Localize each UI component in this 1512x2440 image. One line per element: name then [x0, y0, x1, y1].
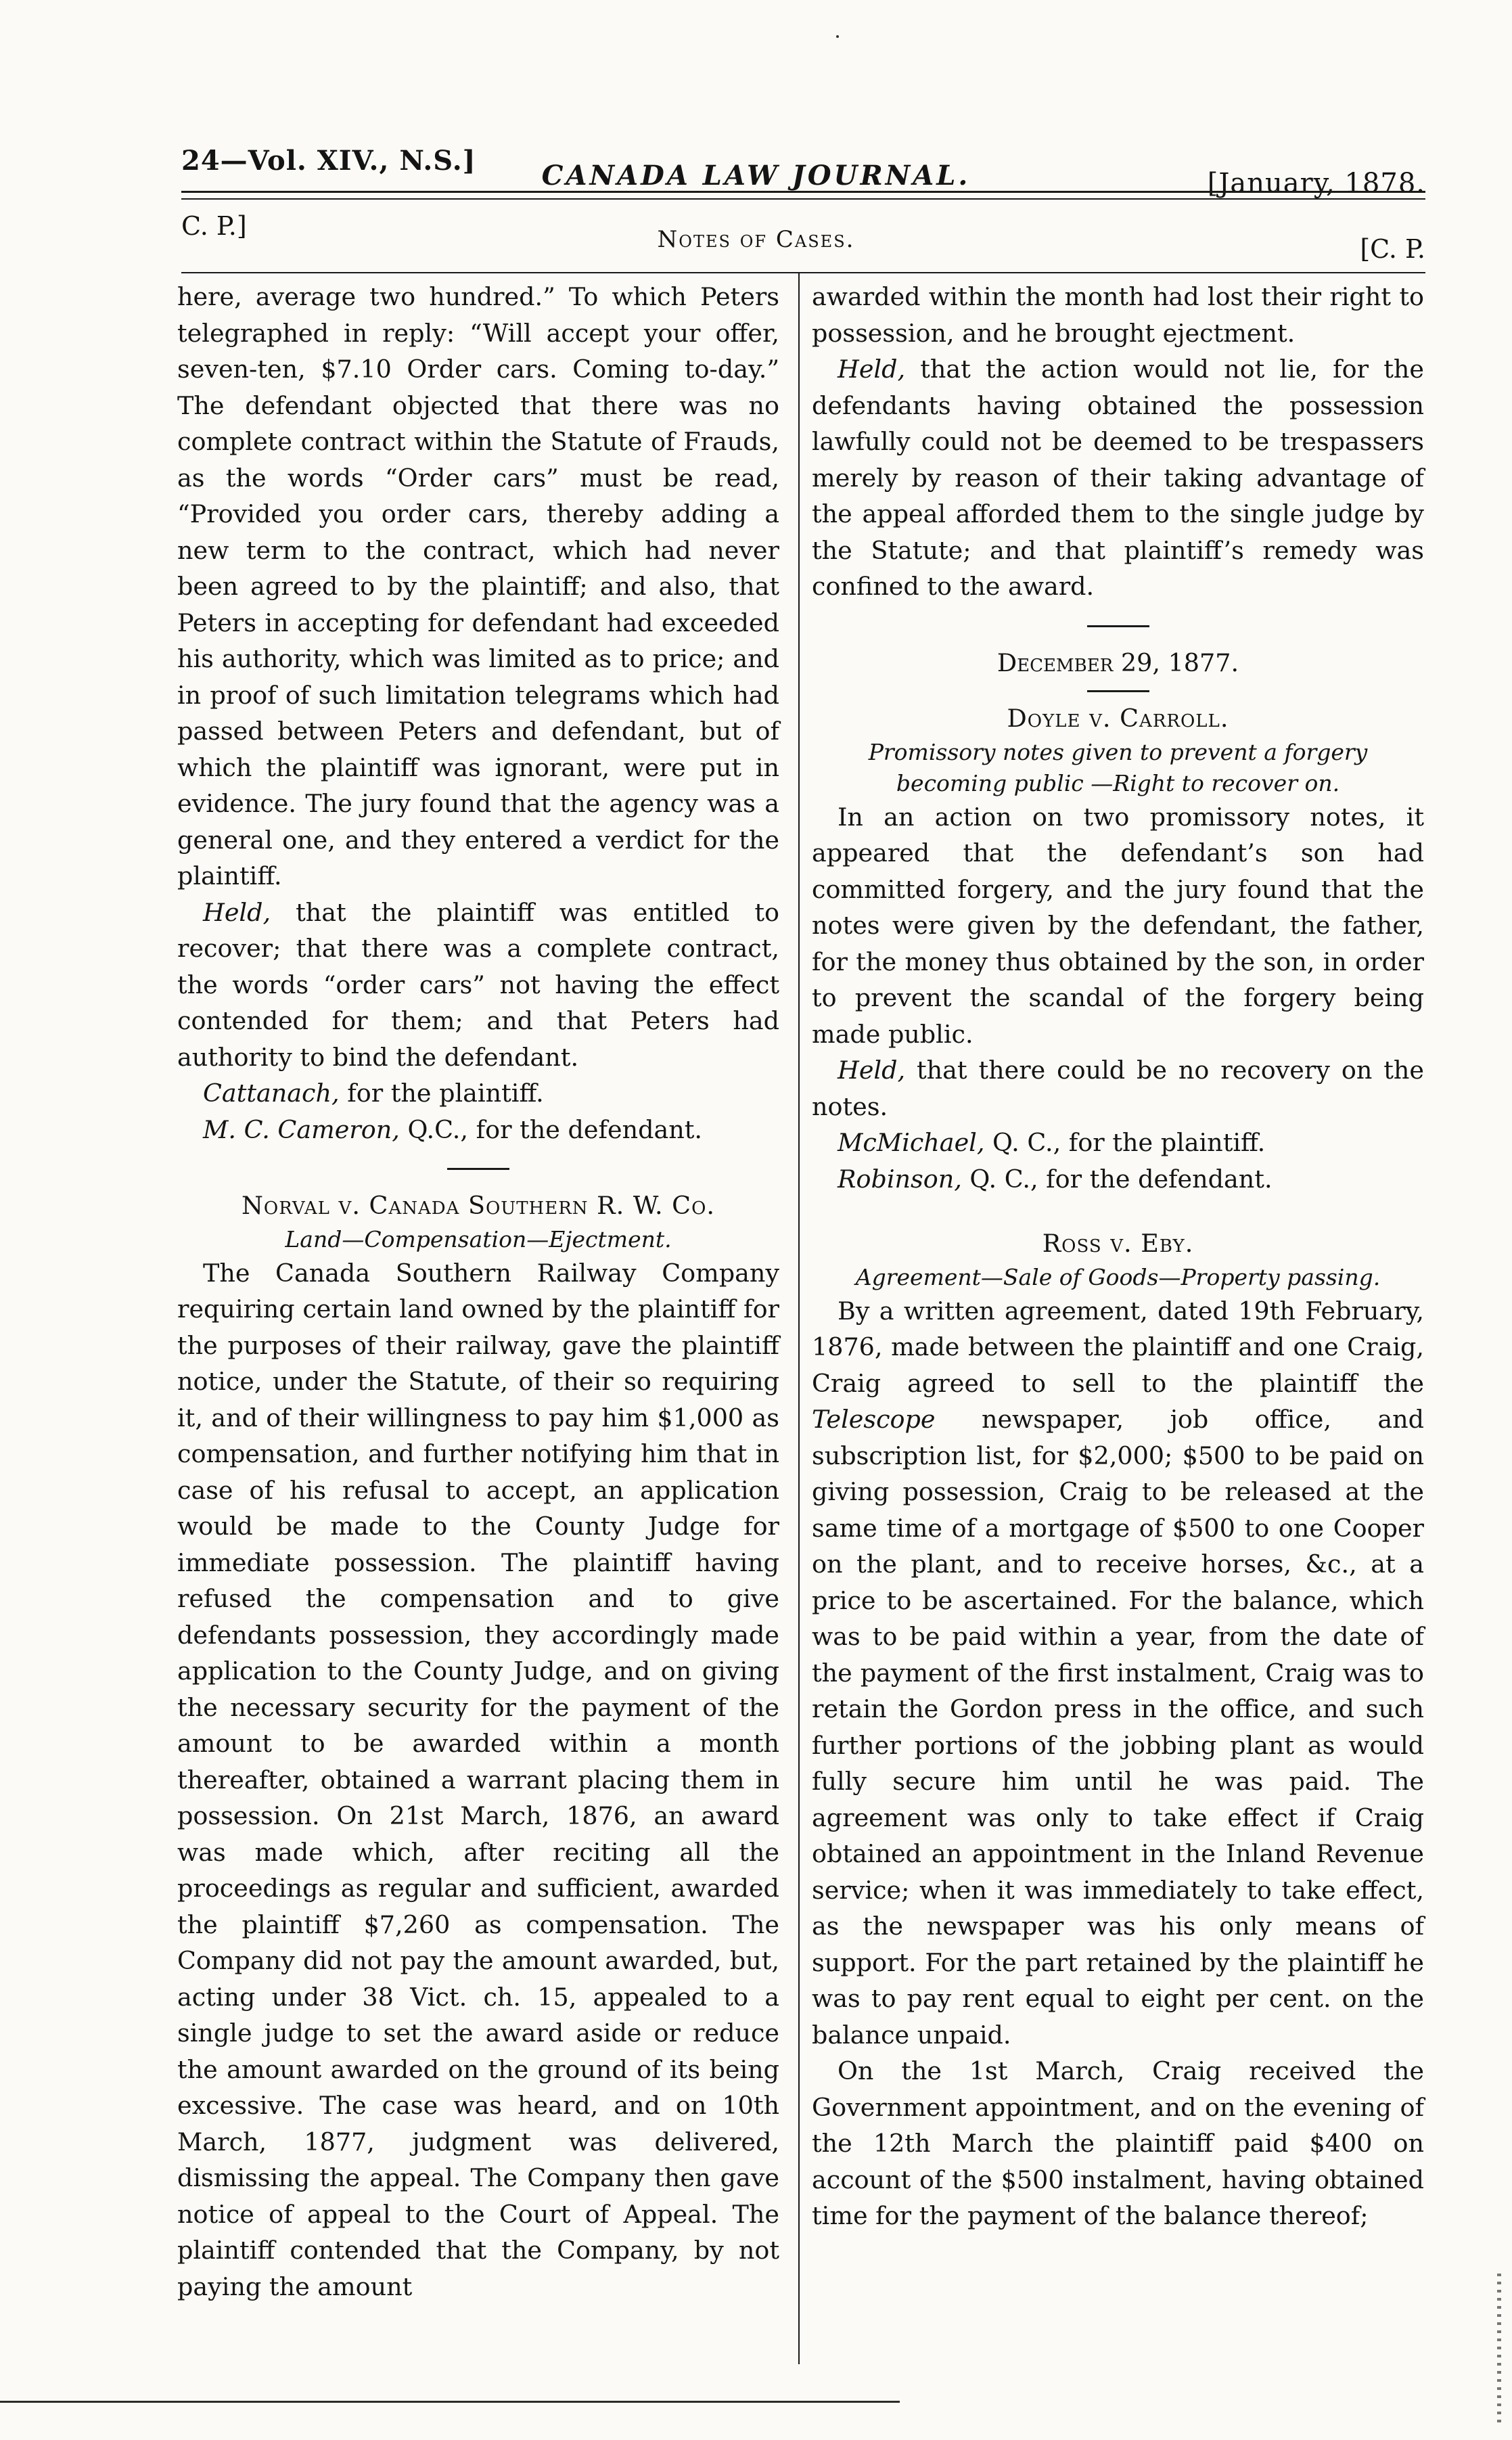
court-label-left: C. P.]: [181, 211, 247, 241]
counsel-name: Robinson,: [838, 1164, 962, 1194]
holding-paragraph: [812, 351, 1424, 605]
case-title: Norval v. Canada Southern R. W. Co.: [241, 1191, 716, 1220]
scan-speck: [836, 35, 839, 38]
counsel-line: McMichael, Q. C., for the plaintiff.: [838, 1128, 1266, 1157]
running-head-date: [January, 1878.: [1207, 168, 1425, 199]
spacer: [812, 1197, 1424, 1220]
counsel-line: M. C. Cameron, Q.C., for the defendant.: [203, 1114, 702, 1144]
date-separator: [1087, 690, 1149, 692]
section-separator: [1087, 625, 1149, 627]
holding-text: that the action would not lie, for the defendants having obtained the possession lawfully could not be deemed to be trespassers merely by reason of their taking advantage of the appeal afforded them to the single judge by the Statute; and that plaintiff’s remedy was confined to the award.: [812, 355, 1424, 601]
running-head-title: CANADA LAW JOURNAL.: [541, 160, 971, 191]
holding-text: that there could be no recovery on the notes.: [812, 1056, 1424, 1121]
case-headnote: Promissory notes given to prevent a forgery becoming public —Right to recover on.: [868, 738, 1368, 796]
paragraph: here, average two hundred.” To which Peters telegraphed in reply: “Will accept your offer, seven-ten, $7.10 Order cars. Coming to-day.” The defendant objected that there was no complete contract within the Statute of Frauds, as the words “Order cars” must be read, “Provided you order cars, thereby adding a new term to the contract, which had never been agreed to by the plaintiff; and also, that Peters in accepting for defendant had exceeded his authority, which was limited as to price; and in proof of such limitation telegrams which had passed between Peters and defendant, but of which the plaintiff was ignorant, were put in evidence. The jury found that the agency was a general one, and they entered a verdict for the plaintiff.: [177, 282, 779, 890]
right-column: [812, 279, 1424, 2234]
held-label: Held,: [838, 355, 906, 384]
newspaper-name: Telescope: [812, 1405, 936, 1434]
header-rule: [181, 191, 1425, 193]
date-heading: December 29, 1877.: [996, 648, 1239, 677]
counsel-line: Cattanach, for the plaintiff.: [203, 1079, 544, 1108]
held-label: Held,: [838, 1056, 906, 1085]
counsel-line: Robinson, Q. C., for the defendant.: [838, 1164, 1273, 1194]
scan-edge-marks: [1497, 2274, 1501, 2422]
subheader-rule: [181, 272, 1425, 273]
section-title: Notes of Cases.: [657, 226, 855, 253]
court-label-right: [C. P.: [1360, 234, 1425, 264]
holding-text: that the plaintiff was entitled to recover; that there was a complete contract, the words “order cars” not having the effect contended for them; and that Peters had authority to bind the defendant.: [177, 897, 779, 1072]
case-headnote: Agreement—Sale of Goods—Property passing.: [855, 1263, 1381, 1290]
running-head-volume: 24—Vol. XIV., N.S.]: [181, 145, 476, 177]
paragraph: In an action on two promissory notes, it appeared that the defendant’s son had committed forgery, and the jury found that the notes were given by the defendant, the father, for the money thus obtained by the son, in order to prevent the scandal of the forgery being made public.: [812, 802, 1424, 1049]
paragraph: On the 1st March, Craig received the Government appointment, and on the evening of the 12th March the plaintiff paid $400 on account of the $500 instalment, having obtained time for the payment of the balance thereof;: [812, 2056, 1424, 2230]
case-headnote: Land—Compensation—Ejectment.: [285, 1225, 672, 1252]
paragraph: awarded within the month had lost their right to possession, and he brought ejectment.: [812, 282, 1424, 348]
counsel-name: M. C. Cameron,: [203, 1114, 400, 1144]
scan-edge-line: [0, 2401, 900, 2403]
paragraph: The Canada Southern Railway Company requiring certain land owned by the plaintiff for the purposes of their railway, gave the plaintiff notice, under the Statute, of their so requiring it, and of their willingness to pay him $1,000 as compensation, and further notifying him that in case of his refusal to accept, an application would be made to the County Judge for immediate possession. The plaintiff having refused the compensation and to give defendants possession, they accordingly made application to the County Judge, and on giving the necessary security for the payment of the amount to be awarded within a month thereafter, obtained a warrant placing them in possession. On 21st March, 1876, an award was made which, after reciting all the proceedings as regular and sufficient, awarded the plaintiff $7,260 as compensation. The Company did not pay the amount awarded, but, acting under 38 Vict. ch. 15, appealed to a single judge to set the award aside or reduce the amount awarded on the ground of its being excessive. The case was heard, and on 10th March, 1877, judgment was delivered, dismissing the appeal. The Company then gave notice of appeal to the Court of Appeal. The plaintiff contended that the Company, by not paying the amount: [177, 1258, 779, 2301]
counsel-name: Cattanach,: [203, 1079, 340, 1108]
case-title: Doyle v. Carroll.: [1007, 704, 1229, 733]
held-label: Held,: [203, 897, 271, 927]
left-column: [177, 279, 779, 2305]
paragraph: By a written agreement, dated 19th February, 1876, made between the plaintiff and one Craig, Craig agreed to sell to the plaintiff the Telescope newspaper, job office, and subscription list, for $2,000; $500 to be paid on giving possession, Craig to be released at the same time of a mortgage of $500 to one Cooper on the plant, and to receive horses, &c., at a price to be ascertained. For the balance, which was to be paid within a year, from the date of the payment of the first instalment, Craig was to retain the Gordon press in the office, and such further portions of the jobbing plant as would fully secure him until he was paid. The agreement was only to take effect if Craig obtained an appointment in the Inland Revenue service; when it was immediately to take effect, as the newspaper was his only means of support. For the part retained by the plaintiff he was to pay rent equal to eight per cent. on the balance unpaid.: [812, 1296, 1424, 2050]
counsel-name: McMichael,: [838, 1128, 985, 1157]
holding-paragraph: [812, 1052, 1424, 1125]
case-separator: [447, 1168, 509, 1170]
case-title: Ross v. Eby.: [1042, 1229, 1194, 1258]
holding-paragraph: [177, 895, 779, 1076]
header-rule-second: [181, 198, 1425, 200]
column-divider: [798, 273, 800, 2364]
